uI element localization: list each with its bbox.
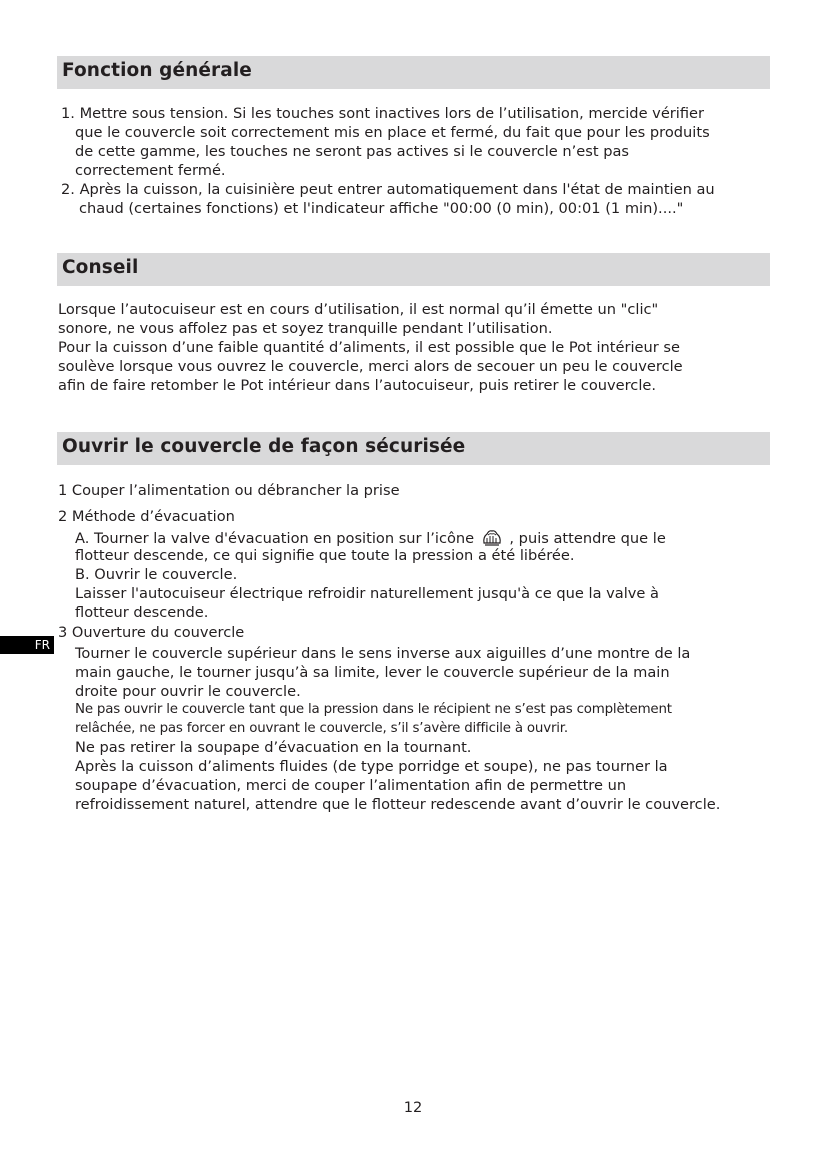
section-title: Fonction générale (62, 60, 252, 81)
paragraph-line: Après la cuisson d’aliments fluides (de type porridge et soupe), ne pas tourner la (75, 758, 668, 775)
paragraph-line: droite pour ouvrir le couvercle. (75, 683, 301, 700)
paragraph-line: Tourner le couvercle supérieur dans le sens inverse aux aiguilles d’une montre de la (75, 645, 691, 662)
section-header-conseil (57, 253, 770, 286)
step-2-title: 2 Méthode d’évacuation (58, 508, 235, 525)
paragraph-line: 2. Après la cuisson, la cuisinière peut entrer automatiquement dans l'état de maintien au (61, 181, 715, 198)
paragraph-line: correctement fermé. (75, 162, 226, 179)
paragraph-line: soupape d’évacuation, merci de couper l’alimentation afin de permettre un (75, 777, 627, 794)
step-3-title: 3 Ouverture du couvercle (58, 624, 245, 641)
paragraph-line: sonore, ne vous affolez pas et soyez tranquille pendant l’utilisation. (58, 320, 553, 337)
step-2-a-before: A. Tourner la valve d'évacuation en position sur l’icône (75, 530, 475, 547)
section-title: Conseil (62, 257, 139, 278)
page-number: 12 (403, 1099, 423, 1116)
step-1: 1 Couper l’alimentation ou débrancher la prise (58, 482, 400, 499)
paragraph-line: B. Ouvrir le couvercle. (75, 566, 238, 583)
section-title: Ouvrir le couvercle de façon sécurisée (62, 436, 466, 457)
step-2-a-after: , puis attendre que le (509, 530, 666, 547)
paragraph-line: refroidissement naturel, attendre que le flotteur redescende avant d’ouvrir le couvercle. (75, 796, 721, 813)
warning-line: Ne pas ouvrir le couvercle tant que la pression dans le récipient ne s’est pas complètement (75, 702, 672, 717)
paragraph-line: flotteur descende. (75, 604, 209, 621)
paragraph-line: Lorsque l’autocuiseur est en cours d’utilisation, il est normal qu’il émette un "clic" (58, 301, 659, 318)
paragraph-line: chaud (certaines fonctions) et l'indicateur affiche "00:00 (0 min), 00:01 (1 min)...." (79, 200, 684, 217)
paragraph-line: soulève lorsque vous ouvrez le couvercle, merci alors de secouer un peu le couvercle (58, 358, 683, 375)
paragraph-line: main gauche, le tourner jusqu’à sa limite, lever le couvercle supérieur de la main (75, 664, 670, 681)
warning-line: relâchée, ne pas forcer en ouvrant le couvercle, s’il s’avère difficile à ouvrir. (75, 721, 568, 736)
paragraph-line: de cette gamme, les touches ne seront pas actives si le couvercle n’est pas (75, 143, 630, 160)
section-header-fonction (57, 56, 770, 89)
paragraph-line: 1. Mettre sous tension. Si les touches sont inactives lors de l’utilisation, mercide vérifier (61, 105, 705, 122)
paragraph-line: que le couvercle soit correctement mis en place et fermé, du fait que pour les produits (75, 124, 710, 141)
paragraph-line: Pour la cuisson d’une faible quantité d’aliments, il est possible que le Pot intérieur se (58, 339, 680, 356)
paragraph-line: afin de faire retomber le Pot intérieur dans l’autocuiseur, puis retirer le couvercle. (58, 377, 656, 394)
paragraph-line: Laisser l'autocuiseur électrique refroidir naturellement jusqu'à ce que la valve à (75, 585, 659, 602)
paragraph-line: flotteur descende, ce qui signifie que toute la pression a été libérée. (75, 547, 575, 564)
language-tab: FR (0, 636, 54, 654)
paragraph-line: Ne pas retirer la soupape d’évacuation en la tournant. (75, 739, 472, 756)
section-header-ouvrir (57, 432, 770, 465)
